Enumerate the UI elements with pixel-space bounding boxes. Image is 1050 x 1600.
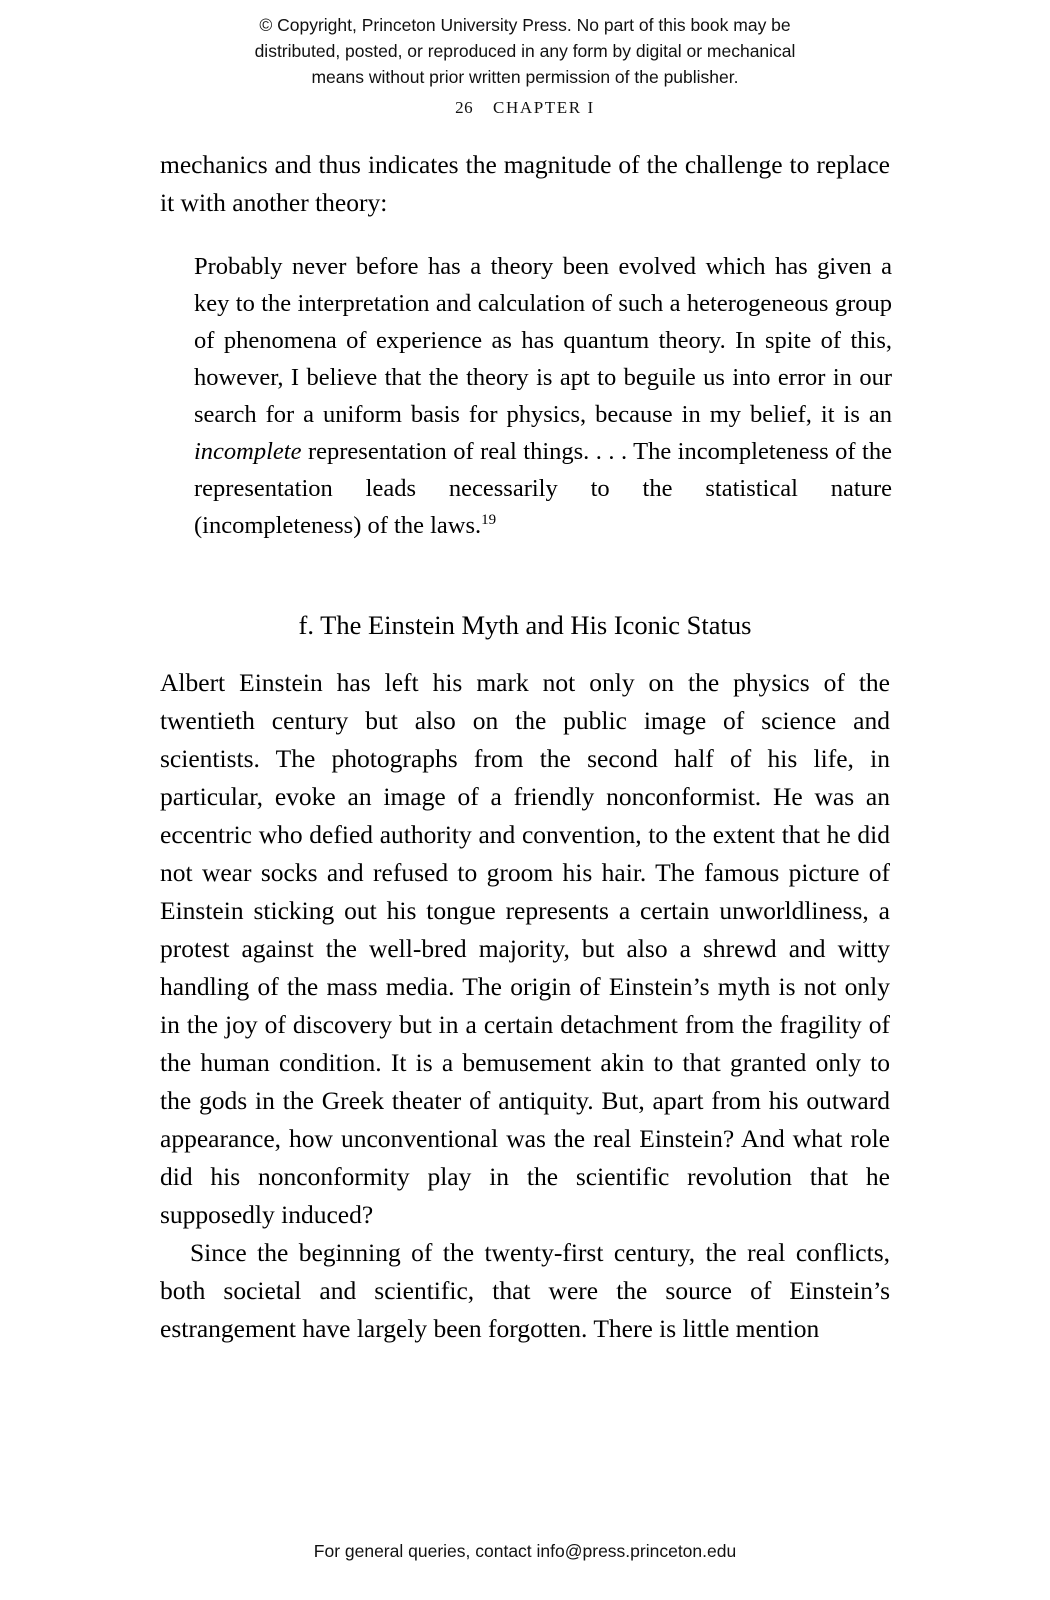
blockquote-text-before: Probably never before has a theory been evolved which has given a key to the interpretation and calculation of such a heterogeneous group of phenomena of experience as has quantum theory. In spite of this, however, I believe that the theory is apt to beguile us into error in our search for a uniform basis for physics, because in my belief, it is an (194, 253, 892, 428)
footnote-marker[interactable]: 19 (481, 511, 497, 528)
paragraph-2: Since the beginning of the twenty-first century, the real conflicts, both societal and scientific, that were the source of Einstein’s estrangement have largely been forgotten. There is little mention (160, 1238, 890, 1343)
chapter-label: CHAPTER I (493, 98, 595, 117)
running-head (0, 98, 1050, 118)
section-heading: f. The Einstein Myth and His Iconic Status (298, 610, 752, 640)
blockquote-italic-word: incomplete (194, 438, 302, 465)
copyright-notice (0, 12, 1050, 90)
paragraph-1: Albert Einstein has left his mark not only on the physics of the twentieth century but also on the public image of science and scientists. The photographs from the second half of his life, in particular, evoke an image of a friendly nonconformist. He was an eccentric who defied authority and convention, to the extent that he did not wear socks and refused to groom his hair. The famous picture of Einstein sticking out his tongue represents a certain unworldliness, a protest against the well-bred majority, but also a shrewd and witty handling of the mass media. The origin of Einstein’s myth is not only in the joy of discovery but in a certain detachment from the fragility of the human condition. It is a bemusement akin to that granted only to the gods in the Greek theater of antiquity. But, apart from his outward appearance, how unconventional was the real Einstein? And what role did his nonconformity play in the scientific revolution that he supposedly induced? (160, 668, 890, 1229)
page-number: 26 (455, 98, 474, 117)
blockquote-paragraph (194, 248, 892, 544)
copyright-line-1: © Copyright, Princeton University Press. No part of this book may be (259, 15, 791, 35)
copyright-line-2: distributed, posted, or reproduced in any form by digital or mechanical (254, 41, 796, 61)
blockquote (194, 248, 892, 544)
copyright-line-3: means without prior written permission of the publisher. (311, 67, 739, 87)
footer-queries-line: For general queries, contact info@press.princeton.edu (313, 1541, 737, 1561)
page-content (160, 146, 890, 1348)
lead-paragraph: mechanics and thus indicates the magnitude of the challenge to replace it with another theory: (160, 150, 890, 217)
blockquote-text-after: representation of real things. . . . The incompleteness of the representation leads necessarily to the statistical nature (incompleteness) of the laws. (194, 438, 892, 539)
